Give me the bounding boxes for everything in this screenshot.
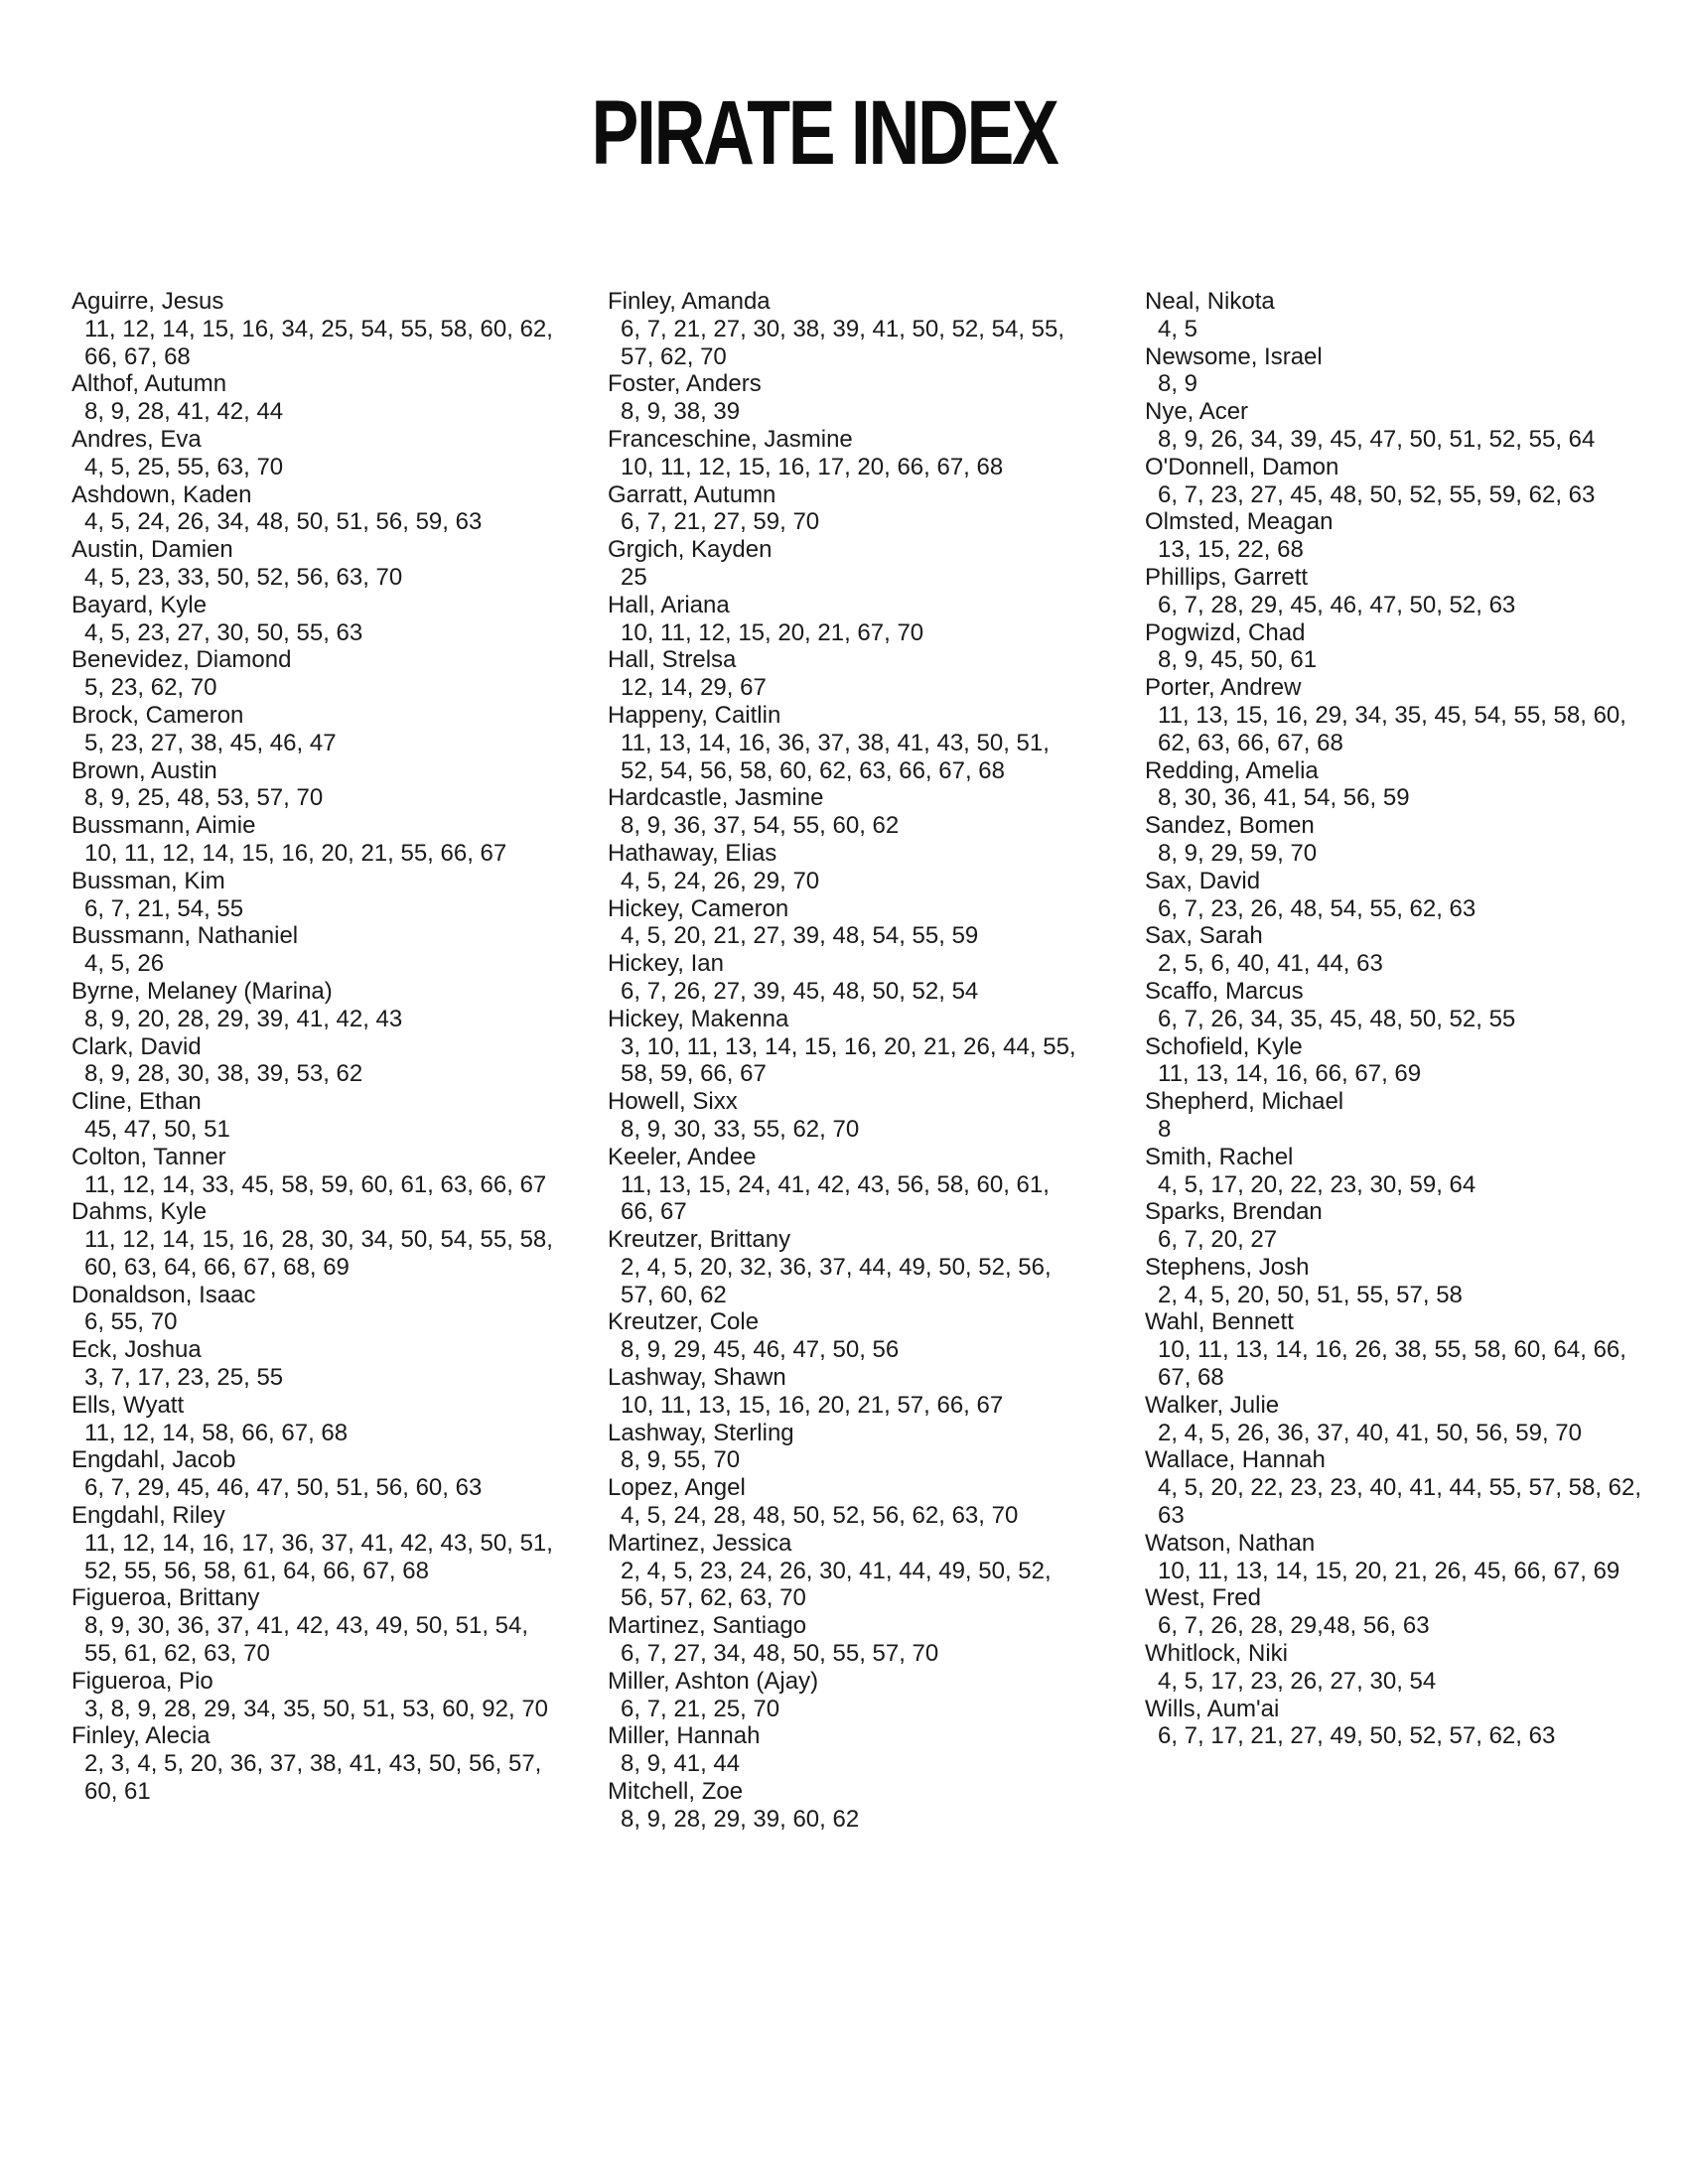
entry-pages: 8, 9, 26, 34, 39, 45, 47, 50, 51, 52, 55, 64 bbox=[1158, 425, 1596, 453]
entry-name: Wallace, Hannah bbox=[1145, 1446, 1326, 1474]
entry-pages: 6, 7, 21, 54, 55 bbox=[84, 894, 244, 922]
entry-name: Newsome, Israel bbox=[1145, 342, 1323, 370]
index-entry bbox=[71, 922, 568, 978]
entry-pages: 4, 5, 17, 23, 26, 27, 30, 54 bbox=[1158, 1667, 1437, 1695]
entry-name: Foster, Anders bbox=[608, 370, 762, 398]
entry-pages: 6, 7, 26, 28, 29,48, 56, 63 bbox=[1158, 1612, 1430, 1640]
entry-name: Nye, Acer bbox=[1145, 398, 1249, 426]
entry-pages: 4, 5, 23, 33, 50, 52, 56, 63, 70 bbox=[84, 563, 403, 591]
index-entry bbox=[608, 1474, 1104, 1530]
entry-name: Bussman, Kim bbox=[71, 867, 225, 894]
index-entry bbox=[608, 895, 1104, 951]
entry-name: Hickey, Makenna bbox=[608, 1005, 789, 1032]
entry-pages: 10, 11, 12, 15, 16, 17, 20, 66, 67, 68 bbox=[621, 453, 1004, 480]
entry-pages: 8, 9, 41, 44 bbox=[621, 1750, 741, 1778]
entry-name: West, Fred bbox=[1145, 1584, 1261, 1612]
entry-pages: 11, 13, 14, 16, 66, 67, 69 bbox=[1158, 1060, 1422, 1088]
index-entry bbox=[608, 426, 1104, 481]
entry-pages: 11, 12, 14, 58, 66, 67, 68 bbox=[84, 1419, 349, 1446]
entry-pages: 11, 13, 15, 24, 41, 42, 43, 56, 58, 60, 61, 66, 67 bbox=[621, 1170, 1050, 1226]
entry-pages: 8, 9, 55, 70 bbox=[621, 1446, 741, 1474]
entry-pages: 8, 9, 38, 39 bbox=[621, 398, 741, 426]
entry-pages: 11, 12, 14, 15, 16, 28, 30, 34, 50, 54, 55, 58, 60, 63, 64, 66, 67, 68, 69 bbox=[84, 1226, 553, 1281]
index-entry bbox=[1145, 868, 1641, 923]
entry-name: Miller, Hannah bbox=[608, 1722, 761, 1750]
entry-pages: 2, 4, 5, 26, 36, 37, 40, 41, 50, 56, 59, 70 bbox=[1158, 1419, 1582, 1446]
entry-pages: 4, 5, 20, 22, 23, 23, 40, 41, 44, 55, 57, 58, 62, 63 bbox=[1158, 1474, 1642, 1530]
index-entry bbox=[71, 812, 568, 868]
entry-name: Brock, Cameron bbox=[71, 701, 244, 729]
entry-name: Grgich, Kayden bbox=[608, 536, 773, 564]
index-entry bbox=[71, 646, 568, 702]
index-entry bbox=[608, 1722, 1104, 1778]
entry-pages: 4, 5, 20, 21, 27, 39, 48, 54, 55, 59 bbox=[621, 922, 979, 950]
entry-pages: 6, 7, 21, 27, 30, 38, 39, 41, 50, 52, 54, 55, 57, 62, 70 bbox=[621, 315, 1065, 370]
index-entry bbox=[1145, 398, 1641, 454]
entry-name: Phillips, Garrett bbox=[1145, 563, 1309, 591]
entry-name: Engdahl, Jacob bbox=[71, 1446, 236, 1474]
entry-name: Keeler, Andee bbox=[608, 1143, 757, 1170]
entry-pages: 8, 30, 36, 41, 54, 56, 59 bbox=[1158, 784, 1410, 812]
index-entry bbox=[71, 868, 568, 923]
entry-name: Eck, Joshua bbox=[71, 1336, 202, 1364]
entry-name: Bussmann, Nathaniel bbox=[71, 922, 299, 950]
index-entry bbox=[1145, 922, 1641, 978]
index-entry bbox=[71, 536, 568, 592]
entry-name: Wills, Aum'ai bbox=[1145, 1695, 1280, 1722]
index-entry bbox=[608, 1612, 1104, 1668]
index-entry bbox=[1145, 978, 1641, 1033]
entry-name: Clark, David bbox=[71, 1032, 202, 1060]
entry-pages: 6, 7, 21, 27, 59, 70 bbox=[621, 508, 820, 536]
index-entry bbox=[1145, 343, 1641, 399]
index-entry bbox=[608, 1530, 1104, 1612]
entry-pages: 4, 5, 17, 20, 22, 23, 30, 59, 64 bbox=[1158, 1170, 1477, 1198]
entry-pages: 11, 12, 14, 16, 17, 36, 37, 41, 42, 43, 50, 51, 52, 55, 56, 58, 61, 64, 66, 67, 68 bbox=[84, 1529, 553, 1584]
index-entry bbox=[1145, 1198, 1641, 1254]
index-entry bbox=[1145, 1033, 1641, 1089]
index-entry bbox=[1145, 1584, 1641, 1640]
entry-pages: 3, 10, 11, 13, 14, 15, 16, 20, 21, 26, 44, 55, 58, 59, 66, 67 bbox=[621, 1032, 1076, 1088]
entry-name: Althof, Autumn bbox=[71, 370, 227, 398]
entry-name: Andres, Eva bbox=[71, 425, 202, 453]
entry-name: Engdahl, Riley bbox=[71, 1502, 225, 1530]
index-entry bbox=[608, 592, 1104, 647]
entry-name: Garratt, Autumn bbox=[608, 480, 776, 508]
entry-name: Watson, Nathan bbox=[1145, 1529, 1316, 1557]
index-entry bbox=[71, 1668, 568, 1723]
entry-pages: 8, 9, 30, 33, 55, 62, 70 bbox=[621, 1115, 860, 1143]
entry-pages: 45, 47, 50, 51 bbox=[84, 1115, 230, 1143]
index-entry bbox=[71, 978, 568, 1033]
entry-pages: 3, 7, 17, 23, 25, 55 bbox=[84, 1364, 284, 1392]
entry-name: Pogwizd, Chad bbox=[1145, 618, 1306, 646]
entry-name: Figueroa, Pio bbox=[71, 1667, 213, 1695]
entry-name: Finley, Alecia bbox=[71, 1722, 211, 1750]
entry-name: Kreutzer, Cole bbox=[608, 1308, 760, 1336]
index-entry bbox=[71, 1446, 568, 1502]
entry-pages: 8, 9, 30, 36, 37, 41, 42, 43, 49, 50, 51, 54, 55, 61, 62, 63, 70 bbox=[84, 1612, 529, 1668]
index-entry bbox=[608, 288, 1104, 370]
index-entry bbox=[71, 1502, 568, 1584]
entry-name: Hall, Strelsa bbox=[608, 646, 737, 674]
entry-pages: 8, 9, 29, 59, 70 bbox=[1158, 839, 1318, 867]
entry-pages: 2, 4, 5, 23, 24, 26, 30, 41, 44, 49, 50, 52, 56, 57, 62, 63, 70 bbox=[621, 1557, 1052, 1612]
entry-name: Figueroa, Brittany bbox=[71, 1584, 260, 1612]
index-entry bbox=[1145, 454, 1641, 509]
entry-pages: 6, 7, 27, 34, 48, 50, 55, 57, 70 bbox=[621, 1640, 939, 1668]
entry-pages: 4, 5, 24, 26, 34, 48, 50, 51, 56, 59, 63 bbox=[84, 508, 483, 536]
entry-pages: 6, 7, 23, 27, 45, 48, 50, 52, 55, 59, 62, 63 bbox=[1158, 480, 1596, 508]
index-entry bbox=[608, 1364, 1104, 1420]
entry-name: Scaffo, Marcus bbox=[1145, 977, 1304, 1005]
entry-pages: 6, 55, 70 bbox=[84, 1308, 178, 1336]
entry-pages: 6, 7, 21, 25, 70 bbox=[621, 1695, 780, 1722]
index-entry bbox=[1145, 1144, 1641, 1199]
entry-pages: 11, 12, 14, 15, 16, 34, 25, 54, 55, 58, 60, 62, 66, 67, 68 bbox=[84, 315, 553, 370]
entry-name: Benevidez, Diamond bbox=[71, 646, 292, 674]
index-entry bbox=[71, 426, 568, 481]
entry-pages: 4, 5, 23, 27, 30, 50, 55, 63 bbox=[84, 618, 363, 646]
entry-pages: 10, 11, 13, 14, 15, 20, 21, 26, 45, 66, 67, 69 bbox=[1158, 1557, 1620, 1584]
entry-name: Martinez, Jessica bbox=[608, 1529, 792, 1557]
entry-pages: 6, 7, 26, 27, 39, 45, 48, 50, 52, 54 bbox=[621, 977, 979, 1005]
index-entry bbox=[1145, 757, 1641, 813]
page-title: PIRATE INDEX bbox=[591, 82, 1057, 184]
entry-name: Colton, Tanner bbox=[71, 1143, 226, 1170]
index-entry bbox=[1145, 1446, 1641, 1529]
entry-name: Sax, David bbox=[1145, 867, 1261, 894]
index-entry bbox=[71, 592, 568, 647]
index-entry bbox=[71, 702, 568, 757]
index-entry bbox=[1145, 288, 1641, 343]
index-entry bbox=[71, 757, 568, 813]
entry-pages: 3, 8, 9, 28, 29, 34, 35, 50, 51, 53, 60, 92, 70 bbox=[84, 1695, 549, 1722]
entry-pages: 8, 9, 28, 41, 42, 44 bbox=[84, 398, 284, 426]
index-entry bbox=[1145, 674, 1641, 756]
entry-name: Bayard, Kyle bbox=[71, 591, 208, 618]
entry-pages: 10, 11, 13, 15, 16, 20, 21, 57, 66, 67 bbox=[621, 1391, 1004, 1419]
entry-name: Redding, Amelia bbox=[1145, 756, 1319, 784]
entry-pages: 8, 9, 36, 37, 54, 55, 60, 62 bbox=[621, 812, 900, 840]
entry-name: Brown, Austin bbox=[71, 756, 217, 784]
index-entry bbox=[608, 536, 1104, 592]
entry-name: Happeny, Caitlin bbox=[608, 701, 781, 729]
index-entry bbox=[1145, 1530, 1641, 1585]
index-entry bbox=[1145, 564, 1641, 619]
entry-name: Ells, Wyatt bbox=[71, 1391, 185, 1419]
entry-pages: 4, 5, 24, 26, 29, 70 bbox=[621, 867, 820, 894]
index-entry bbox=[71, 481, 568, 537]
index-entry bbox=[71, 1722, 568, 1805]
entry-name: Hickey, Cameron bbox=[608, 894, 789, 922]
entry-name: Neal, Nikota bbox=[1145, 288, 1275, 315]
index-entry bbox=[71, 370, 568, 426]
index-entry bbox=[71, 1088, 568, 1144]
entry-pages: 6, 7, 23, 26, 48, 54, 55, 62, 63 bbox=[1158, 894, 1477, 922]
entry-name: Austin, Damien bbox=[71, 536, 233, 564]
index-entry bbox=[608, 840, 1104, 895]
index-entry bbox=[1145, 1308, 1641, 1391]
index-entry bbox=[71, 1144, 568, 1199]
index-entry bbox=[1145, 1392, 1641, 1447]
index-entry bbox=[608, 370, 1104, 426]
index-entry bbox=[71, 1282, 568, 1337]
entry-name: Whitlock, Niki bbox=[1145, 1640, 1289, 1668]
entry-pages: 2, 3, 4, 5, 20, 36, 37, 38, 41, 43, 50, 56, 57, 60, 61 bbox=[84, 1750, 542, 1806]
entry-pages: 10, 11, 12, 15, 20, 21, 67, 70 bbox=[621, 618, 924, 646]
index-entry bbox=[1145, 508, 1641, 564]
entry-name: Stephens, Josh bbox=[1145, 1253, 1310, 1281]
entry-pages: 6, 7, 26, 34, 35, 45, 48, 50, 52, 55 bbox=[1158, 1005, 1516, 1032]
index-entry bbox=[608, 1006, 1104, 1088]
entry-name: Schofield, Kyle bbox=[1145, 1032, 1303, 1060]
entry-pages: 5, 23, 62, 70 bbox=[84, 674, 217, 702]
entry-name: Donaldson, Isaac bbox=[71, 1281, 256, 1308]
entry-name: Shepherd, Michael bbox=[1145, 1088, 1344, 1116]
index-entry bbox=[1145, 812, 1641, 868]
index-entry bbox=[71, 1392, 568, 1447]
entry-name: Bussmann, Aimie bbox=[71, 812, 256, 840]
index-entry bbox=[608, 1144, 1104, 1226]
entry-name: Howell, Sixx bbox=[608, 1088, 738, 1116]
entry-pages: 11, 12, 14, 33, 45, 58, 59, 60, 61, 63, 66, 67 bbox=[84, 1170, 547, 1198]
index-column-1 bbox=[71, 288, 568, 1806]
entry-name: Hall, Ariana bbox=[608, 591, 730, 618]
entry-name: Hickey, Ian bbox=[608, 950, 724, 978]
index-entry bbox=[608, 481, 1104, 537]
entry-pages: 8, 9, 28, 30, 38, 39, 53, 62 bbox=[84, 1060, 363, 1088]
entry-pages: 4, 5, 26 bbox=[84, 950, 165, 978]
entry-pages: 25 bbox=[621, 563, 647, 591]
entry-name: Lopez, Angel bbox=[608, 1474, 746, 1502]
entry-pages: 4, 5, 24, 28, 48, 50, 52, 56, 62, 63, 70 bbox=[621, 1502, 1019, 1530]
entry-name: Sax, Sarah bbox=[1145, 922, 1263, 950]
entry-pages: 2, 4, 5, 20, 50, 51, 55, 57, 58 bbox=[1158, 1281, 1463, 1308]
entry-name: Walker, Julie bbox=[1145, 1391, 1280, 1419]
entry-name: Byrne, Melaney (Marina) bbox=[71, 977, 333, 1005]
entry-pages: 12, 14, 29, 67 bbox=[621, 674, 767, 702]
entry-name: Sparks, Brendan bbox=[1145, 1198, 1323, 1226]
entry-pages: 10, 11, 12, 14, 15, 16, 20, 21, 55, 66, 67 bbox=[84, 839, 507, 867]
index-entry bbox=[608, 784, 1104, 840]
index-column-3 bbox=[1145, 288, 1641, 1750]
entry-pages: 6, 7, 20, 27 bbox=[1158, 1226, 1278, 1254]
entry-pages: 8 bbox=[1158, 1115, 1172, 1143]
entry-name: Olmsted, Meagan bbox=[1145, 508, 1334, 536]
entry-name: Hardcastle, Jasmine bbox=[608, 784, 824, 812]
entry-name: Smith, Rachel bbox=[1145, 1143, 1294, 1170]
entry-pages: 11, 13, 15, 16, 29, 34, 35, 45, 54, 55, 58, 60, 62, 63, 66, 67, 68 bbox=[1158, 701, 1626, 756]
index-entry bbox=[608, 1420, 1104, 1475]
entry-name: Franceschine, Jasmine bbox=[608, 425, 853, 453]
entry-pages: 8, 9, 29, 45, 46, 47, 50, 56 bbox=[621, 1336, 900, 1364]
entry-name: Mitchell, Zoe bbox=[608, 1778, 744, 1806]
entry-pages: 6, 7, 29, 45, 46, 47, 50, 51, 56, 60, 63 bbox=[84, 1474, 483, 1502]
entry-pages: 5, 23, 27, 38, 45, 46, 47 bbox=[84, 729, 337, 756]
index-entry bbox=[608, 646, 1104, 702]
entry-name: Kreutzer, Brittany bbox=[608, 1226, 791, 1254]
entry-name: Finley, Amanda bbox=[608, 288, 771, 315]
entry-pages: 6, 7, 17, 21, 27, 49, 50, 52, 57, 62, 63 bbox=[1158, 1722, 1556, 1750]
entry-pages: 8, 9, 28, 29, 39, 60, 62 bbox=[621, 1805, 860, 1833]
index-entry bbox=[608, 1778, 1104, 1834]
index-entry bbox=[1145, 1254, 1641, 1309]
entry-pages: 13, 15, 22, 68 bbox=[1158, 536, 1304, 564]
index-entry bbox=[71, 1336, 568, 1392]
entry-name: Aguirre, Jesus bbox=[71, 288, 224, 315]
entry-pages: 6, 7, 28, 29, 45, 46, 47, 50, 52, 63 bbox=[1158, 591, 1516, 618]
entry-pages: 2, 4, 5, 20, 32, 36, 37, 44, 49, 50, 52, 56, 57, 60, 62 bbox=[621, 1253, 1052, 1308]
index-entry bbox=[71, 1198, 568, 1281]
entry-pages: 8, 9, 25, 48, 53, 57, 70 bbox=[84, 784, 324, 812]
index-entry bbox=[608, 1308, 1104, 1364]
entry-pages: 10, 11, 13, 14, 16, 26, 38, 55, 58, 60, 64, 66, 67, 68 bbox=[1158, 1336, 1626, 1392]
entry-name: Hathaway, Elias bbox=[608, 839, 777, 867]
entry-pages: 2, 5, 6, 40, 41, 44, 63 bbox=[1158, 950, 1383, 978]
entry-pages: 8, 9 bbox=[1158, 370, 1198, 398]
entry-name: Lashway, Shawn bbox=[608, 1364, 786, 1392]
entry-pages: 4, 5, 25, 55, 63, 70 bbox=[84, 453, 284, 480]
index-entry bbox=[608, 1226, 1104, 1308]
entry-name: Martinez, Santiago bbox=[608, 1612, 807, 1640]
index-entry bbox=[1145, 619, 1641, 675]
entry-name: Cline, Ethan bbox=[71, 1088, 202, 1116]
index-entry bbox=[1145, 1696, 1641, 1751]
entry-pages: 8, 9, 45, 50, 61 bbox=[1158, 646, 1318, 674]
index-entry bbox=[71, 288, 568, 370]
entry-name: Dahms, Kyle bbox=[71, 1198, 208, 1226]
index-entry bbox=[608, 702, 1104, 784]
entry-name: Ashdown, Kaden bbox=[71, 480, 252, 508]
entry-name: Wahl, Bennett bbox=[1145, 1308, 1294, 1336]
index-entry bbox=[71, 1033, 568, 1089]
entry-pages: 8, 9, 20, 28, 29, 39, 41, 42, 43 bbox=[84, 1005, 403, 1032]
entry-name: Miller, Ashton (Ajay) bbox=[608, 1667, 819, 1695]
index-entry bbox=[608, 1088, 1104, 1144]
index-entry bbox=[608, 950, 1104, 1006]
entry-pages: 11, 13, 14, 16, 36, 37, 38, 41, 43, 50, 51, 52, 54, 56, 58, 60, 62, 63, 66, 67, 68 bbox=[621, 729, 1050, 784]
index-entry bbox=[1145, 1640, 1641, 1696]
entry-pages: 4, 5 bbox=[1158, 315, 1198, 342]
index-entry bbox=[608, 1668, 1104, 1723]
entry-name: Lashway, Sterling bbox=[608, 1419, 794, 1446]
index-entry bbox=[1145, 1088, 1641, 1144]
index-entry bbox=[71, 1584, 568, 1667]
entry-name: Sandez, Bomen bbox=[1145, 812, 1315, 840]
entry-name: O'Donnell, Damon bbox=[1145, 453, 1339, 480]
index-column-2 bbox=[608, 288, 1104, 1834]
entry-name: Porter, Andrew bbox=[1145, 674, 1302, 702]
